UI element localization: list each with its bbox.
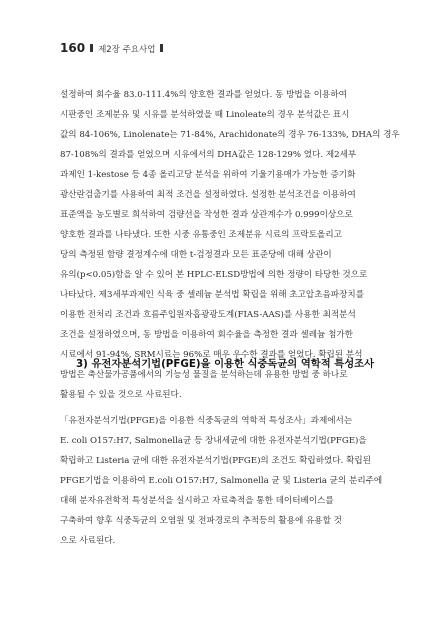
text-line: 87-108%의 결과를 얻었으며 시유에서의 DHA값은 128-129% 였다. 제2세부 [60,150,357,160]
text-line: 과제인 1-kestose 등 4종 올리고당 분석을 위하여 기울기용매가 가능한 증기화 [60,170,356,180]
chapter-title: 제2장 주요사업 [98,45,156,55]
page-number: 160 [60,41,86,55]
text-line: 광산란검출기를 사용하여 최적 조건을 설정하였다. 설정한 분석조건을 이용하여 [60,190,356,200]
paragraph-pfge [60,411,383,551]
text-line: 확립하고 Listeria 균에 대한 유전자분석기법(PFGE)의 조건도 확립하였다. 확립된 [60,456,371,466]
text-line: 이용한 전처리 조건과 흐름주입원자흡광광도계(FIAS-AAS)를 사용한 최적분석 [60,310,356,320]
text-line: 대해 분자유전학적 특성분석을 실시하고 자료축적을 통한 데이터베이스를 [60,496,334,506]
text-line: 방법은 축산물가공품에서의 기능성 물질을 분석하는데 유용한 방법 중 하나로 [60,370,348,380]
text-line: 유의(p<0.05)함을 알 수 있어 본 HPLC-ELSD방법에 의한 정량이 타당한 것으로 [60,270,368,280]
header-separator-end [160,44,163,52]
text-line: 설정하여 회수율 83.0-111.4%의 양호한 결과를 얻었다. 동 방법을 이용하여 [60,90,347,100]
header-separator [90,44,93,52]
text-line: 값의 84-106%, Linolenate는 71-84%, Arachidonate의 경우 76-133%, DHA의 경우 [60,130,400,140]
text-line: 당의 측정된 함량 결정계수에 대한 t-검정결과 모든 표준당에 대해 상관이 [60,250,332,260]
text-line: 조건을 설정하였으며, 동 방법을 이용하여 회수율을 측정한 결과 셀레늄 첨가한 [60,330,353,340]
text-line: 으로 사료된다. [60,536,116,546]
text-line: 구축하여 향후 식중독균의 오염원 및 전파경로의 추적등의 활용에 유용할 것 [60,516,342,526]
text-line: 시료에서 91-94%, SRM시료는 96%로 매우 우수한 결과를 얻었다. 확립된 분석 [60,350,363,360]
text-line: E. coli O157:H7, Salmonella균 등 장내세균에 대한 유전자분석기법(PFGE)을 [60,436,367,446]
text-line: 표준액을 농도별로 희석하여 검량선을 작성한 결과 상관계수가 0.999이상으로 [60,210,353,220]
text-line: 나타났다. 제3세부과제인 식육 중 셀레늄 분석법 확립을 위해 초고압초음파장치를 [60,290,365,300]
page-header [60,41,163,55]
text-line: PFGE기법을 이용하여 E.coli O157:H7, Salmonella 균 및 Listeria 균의 분리주에 [60,476,383,486]
text-line: 「유전자분석기법(PFGE)을 이용한 식중독균의 역학적 특성조사」과제에서는 [60,416,353,426]
text-line: 양호한 결과를 나타냈다. 또한 시중 유통중인 조제분유 시료의 프락토올리고 [60,230,342,240]
text-line: 시판중인 조제분유 및 시유를 분석하였을 때 Linoleate의 경우 분석값은 표시 [60,110,350,120]
section-heading: 3) 유전자분석기법(PFGE)을 이용한 식중독균의 역학적 특성조사 [76,358,375,370]
text-line: 활용될 수 있을 것으로 사료된다. [60,390,182,400]
